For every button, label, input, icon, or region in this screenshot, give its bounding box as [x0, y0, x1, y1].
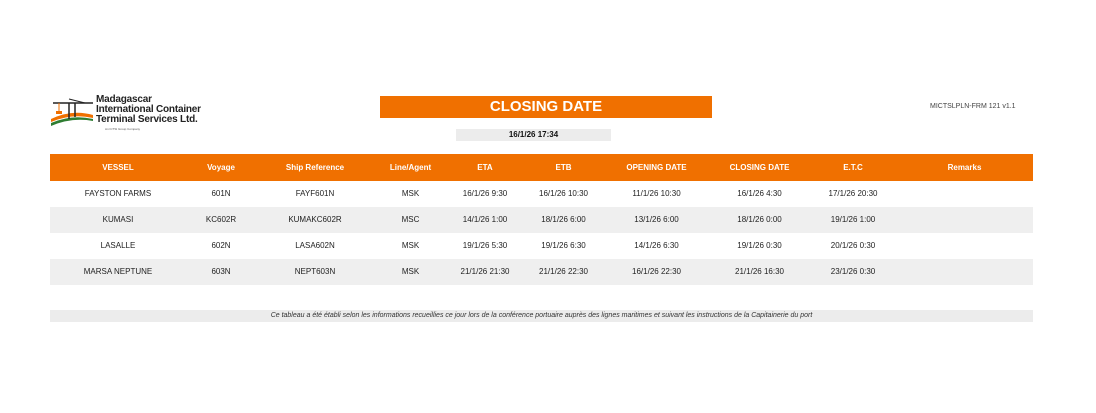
cell-closing-date: 18/1/26 0:00 [737, 215, 782, 224]
cell-voyage: 603N [211, 267, 231, 276]
cell-opening-date: 13/1/26 6:00 [634, 215, 679, 224]
cell-closing-date: 16/1/26 4:30 [737, 189, 782, 198]
column-header-vessel: VESSEL [102, 163, 134, 172]
cell-line-agent: MSK [401, 189, 420, 198]
cell-closing-date: 21/1/26 16:30 [735, 267, 784, 276]
footnote: Ce tableau a été établi selon les informations recueillies ce jour lors de la conférence portuaire auprès des lignes maritimes et suivant les instructions de la Capitainerie du port [50, 310, 1033, 322]
cell-opening-date: 14/1/26 6:30 [634, 241, 679, 250]
column-header-remarks: Remarks [947, 163, 982, 172]
company-tagline: An ICTSI Group Company [105, 127, 141, 131]
column-header-closing-date: CLOSING DATE [729, 163, 790, 172]
cell-etb: 21/1/26 22:30 [539, 267, 588, 276]
column-header-ship-reference: Ship Reference [285, 163, 345, 172]
cell-ship-reference: KUMAKC602R [288, 215, 342, 224]
cell-vessel: KUMASI [102, 215, 134, 224]
cell-ship-reference: FAYF601N [295, 189, 335, 198]
table-header [50, 154, 1033, 181]
cell-voyage: KC602R [205, 215, 237, 224]
cell-line-agent: MSK [401, 241, 420, 250]
table-row [50, 207, 1033, 233]
cell-ship-reference: NEPT603N [294, 267, 336, 276]
table-row [50, 181, 1033, 207]
report-timestamp: 16/1/26 17:34 [456, 129, 611, 141]
cell-etc: 19/1/26 1:00 [830, 215, 876, 224]
column-header-etc: E.T.C [843, 163, 863, 172]
cell-remarks [896, 259, 1033, 285]
cell-voyage: 602N [211, 241, 231, 250]
column-header-etb: ETB [555, 163, 572, 172]
cell-etc: 20/1/26 0:30 [830, 241, 876, 250]
cell-etc: 23/1/26 0:30 [830, 267, 876, 276]
table-row [50, 259, 1033, 285]
column-header-eta: ETA [477, 163, 493, 172]
cell-eta: 16/1/26 9:30 [462, 189, 508, 198]
column-header-voyage: Voyage [207, 163, 235, 172]
closing-date-table [50, 154, 1033, 285]
cell-remarks [896, 233, 1033, 259]
cell-vessel: FAYSTON FARMS [84, 189, 152, 198]
cell-eta: 19/1/26 5:30 [462, 241, 508, 250]
cell-etb: 19/1/26 6:30 [541, 241, 586, 250]
table-row [50, 233, 1033, 259]
form-code: MICTSLPLN-FRM 121 v1.1 [930, 103, 1016, 110]
cell-eta: 21/1/26 21:30 [460, 267, 510, 276]
cell-opening-date: 11/1/26 10:30 [632, 189, 681, 198]
cell-vessel: MARSA NEPTUNE [83, 267, 153, 276]
cell-etc: 17/1/26 20:30 [828, 189, 878, 198]
column-header-opening-date: OPENING DATE [626, 163, 687, 172]
column-header-line-agent: Line/Agent [389, 163, 432, 172]
crane-logo-icon [49, 95, 95, 127]
company-name: Madagascar International Container Terminal Services Ltd. [96, 94, 201, 125]
cell-etb: 16/1/26 10:30 [539, 189, 588, 198]
cell-etb: 18/1/26 6:00 [541, 215, 586, 224]
cell-voyage: 601N [211, 189, 231, 198]
page-title: CLOSING DATE [380, 96, 712, 118]
cell-ship-reference: LASA602N [295, 241, 335, 250]
cell-line-agent: MSK [401, 267, 420, 276]
cell-eta: 14/1/26 1:00 [462, 215, 508, 224]
cell-remarks [896, 207, 1033, 233]
cell-remarks [896, 181, 1033, 207]
cell-line-agent: MSC [401, 215, 420, 224]
company-logo [49, 95, 219, 135]
cell-opening-date: 16/1/26 22:30 [632, 267, 681, 276]
cell-vessel: LASALLE [100, 241, 136, 250]
cell-closing-date: 19/1/26 0:30 [737, 241, 782, 250]
